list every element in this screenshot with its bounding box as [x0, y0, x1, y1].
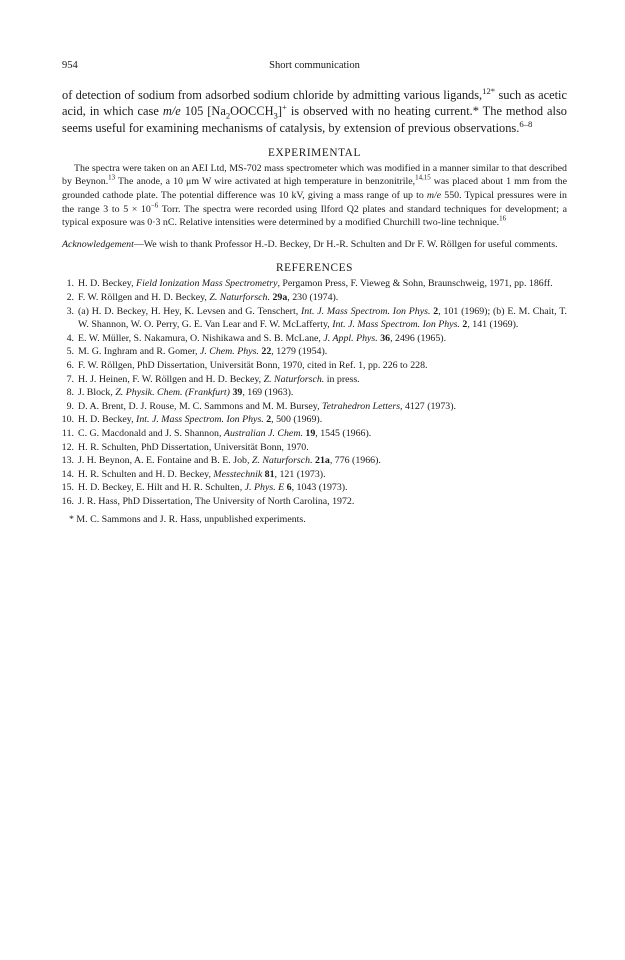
reference-number: 11. [62, 427, 74, 439]
reference-number: 3. [66, 305, 74, 317]
page [62, 60, 567, 525]
reference-journal: Australian J. Chem. [223, 427, 303, 439]
intro-text: such as acetic acid, in which case [62, 88, 567, 119]
reference-volume: 19 [305, 427, 316, 439]
intro-text: is observed with no heating current.* The method also seems useful for examining mechanisms of catalysis, by extension of previous observations. [62, 104, 567, 135]
reference-authors: H. D. Beckey, E. Hilt and H. R. Schulten, [78, 482, 245, 494]
reference-pages: , 1043 (1973). [291, 482, 348, 494]
reference-authors: M. G. Inghram and R. Gomer, [78, 346, 200, 358]
reference-item [62, 413, 567, 427]
acknowledgement-label: Acknowledgement [62, 238, 134, 250]
reference-item [62, 481, 567, 495]
reference-item [62, 305, 567, 332]
intro-text: of detection of sodium from adsorbed sodium chloride by admitting various ligands, [62, 88, 483, 102]
reference-list [62, 277, 567, 508]
reference-pages: , 101 (1969); (b) E. M. Chait, T. W. Shannon, W. O. Perry, G. E. Van Lear and F. W. McLafferty, [78, 305, 568, 331]
reference-number: 12. [61, 441, 74, 453]
reference-authors: H. R. Schulten and H. D. Beckey, [78, 468, 214, 480]
reference-text: , Pergamon Press, F. Vieweg & Sohn, Braunschweig, 1971, pp. 186ff. [277, 278, 553, 290]
reference-authors: J. H. Beynon, A. E. Fontaine and B. E. Job, [78, 455, 252, 467]
reference-pages: , 230 (1974). [287, 292, 339, 304]
reference-authors: J. Block, [78, 387, 116, 399]
reference-text: , 4127 (1973). [400, 400, 456, 412]
page-header [62, 60, 567, 80]
reference-authors: H. R. Schulten, PhD Dissertation, Universität Bonn, 1970. [78, 441, 309, 453]
running-title: Short communication [269, 60, 360, 71]
reference-pages: , 121 (1973). [274, 468, 326, 480]
reference-number: 2. [66, 292, 74, 304]
reference-number: 6. [66, 360, 74, 372]
reference-volume: 21a [315, 455, 330, 467]
reference-volume: 81 [264, 468, 275, 480]
reference-volume: 6 [286, 482, 292, 494]
reference-journal: Int. J. Mass Spectrom. Ion Phys. [332, 319, 460, 331]
reference-item [62, 495, 567, 509]
reference-authors: H. D. Beckey, [78, 414, 137, 426]
reference-authors: (a) H. D. Beckey, H. Hey, K. Levsen and G. Tenschert, [78, 305, 301, 317]
experimental-paragraph [62, 162, 567, 230]
reference-volume: 36 [380, 332, 391, 344]
reference-volume: 2 [266, 414, 272, 426]
reference-item [62, 427, 567, 441]
citation-superscript: 6–8 [519, 118, 533, 129]
footnote: * M. C. Sammons and J. R. Hass, unpublished experiments. [69, 513, 306, 525]
reference-pages: , 776 (1966). [329, 455, 381, 467]
reference-item [62, 332, 567, 346]
formula-subscript: 2 [225, 110, 231, 121]
reference-pages: , 1545 (1966). [315, 427, 372, 439]
intro-paragraph [62, 87, 567, 136]
page-number: 954 [62, 60, 78, 71]
reference-item [62, 441, 567, 455]
reference-journal: Messtechnik [213, 468, 263, 480]
reference-item [62, 454, 567, 468]
citation-superscript: 14,15 [415, 175, 431, 183]
reference-pages: , 500 (1969). [271, 414, 323, 426]
formula-text: OOCCH [230, 104, 274, 119]
reference-volume: 22 [261, 346, 272, 358]
citation-superscript: 16 [499, 215, 507, 223]
experimental-text: Torr. The spectra were recorded using Ilford Q2 plates and standard techniques for development; a typical exposure was 0·3 nC. Relative intensities were determined by a modified Churchill two-line technique. [62, 203, 567, 229]
reference-journal: Int. J. Mass Spectrom. Ion Phys. [136, 414, 264, 426]
reference-authors: F. W. Röllgen, PhD Dissertation, Universität Bonn, 1970, cited in Ref. 1, pp. 226 to 228. [78, 360, 428, 372]
reference-pages: , 2496 (1965). [390, 332, 447, 344]
exponent-superscript: −6 [150, 202, 159, 210]
reference-authors: J. R. Hass, PhD Dissertation, The University of North Carolina, 1972. [78, 495, 355, 507]
reference-item [62, 291, 567, 305]
reference-item [62, 345, 567, 359]
reference-number: 10. [61, 414, 74, 426]
acknowledgement-text: —We wish to thank Professor H.-D. Beckey, Dr H.-R. Schulten and Dr F. W. Röllgen for useful comments. [133, 238, 558, 250]
reference-number: 13. [61, 455, 74, 467]
reference-item [62, 386, 567, 400]
acknowledgement-paragraph [62, 238, 567, 252]
experimental-heading: EXPERIMENTAL [268, 146, 361, 159]
formula-subscript: 3 [273, 110, 278, 121]
reference-authors: D. A. Brent, D. J. Rouse, M. C. Sammons and M. M. Bursey, [78, 400, 323, 412]
reference-pages: , 169 (1963). [242, 387, 294, 399]
reference-journal: J. Chem. Phys. [199, 346, 259, 358]
reference-number: 5. [66, 346, 74, 358]
reference-number: 1. [66, 278, 74, 290]
formula-text: 105 [Na [180, 104, 226, 119]
citation-superscript: 13 [108, 175, 116, 183]
reference-number: 8. [66, 387, 74, 399]
mz-symbol: m/e [426, 190, 442, 202]
mz-symbol: m/e [162, 104, 181, 119]
reference-journal: J. Phys. E [244, 482, 285, 494]
reference-item [62, 359, 567, 373]
reference-text: in press. [324, 373, 360, 385]
reference-volume: 2 [462, 319, 468, 331]
reference-journal: Z. Physik. Chem. (Frankfurt) [115, 387, 230, 399]
reference-authors: H. D. Beckey, [78, 278, 137, 290]
reference-authors: C. G. Macdonald and J. S. Shannon, [78, 427, 224, 439]
reference-volume: 39 [232, 387, 243, 399]
reference-volume: 29a [272, 292, 288, 304]
experimental-text: The anode, a 10 μm W wire activated at high temperature in benzonitrile, [115, 176, 416, 188]
reference-number: 15. [61, 482, 74, 494]
formula-text: ] [277, 104, 282, 119]
reference-item [62, 373, 567, 387]
reference-number: 14. [61, 468, 74, 480]
reference-journal: Field Ionization Mass Spectrometry [136, 278, 278, 290]
reference-authors: E. W. Müller, S. Nakamura, O. Nishikawa and S. B. McLane, [78, 332, 324, 344]
reference-item [62, 468, 567, 482]
reference-journal: Z. Naturforsch. [209, 292, 270, 304]
experimental-text: 550. Typical pressures were in the range 3 to 5 × 10 [62, 190, 567, 215]
reference-authors: H. J. Heinen, F. W. Röllgen and H. D. Beckey, [78, 373, 264, 385]
reference-item [62, 400, 567, 414]
reference-number: 4. [66, 332, 74, 344]
reference-item [62, 277, 567, 291]
references-heading: REFERENCES [276, 262, 353, 275]
experimental-text: was placed about 1 mm from the grounded cathode plate. The potential difference was 10 kV, giving a mass range of up to [62, 176, 567, 202]
reference-pages: , 141 (1969). [467, 319, 519, 331]
citation-superscript: 12* [482, 85, 496, 96]
reference-journal: Z. Naturforsch. [251, 455, 313, 467]
reference-journal: Tetrahedron Letters [322, 400, 401, 412]
reference-volume: 2 [433, 305, 439, 317]
reference-journal: Z. Naturforsch. [263, 373, 325, 385]
reference-pages: , 1279 (1954). [271, 346, 328, 358]
charge-superscript: + [282, 102, 287, 113]
reference-journal: Int. J. Mass Spectrom. Ion Phys. [300, 305, 431, 317]
reference-number: 9. [66, 400, 74, 412]
reference-number: 7. [66, 373, 74, 385]
reference-authors: F. W. Röllgen and H. D. Beckey, [78, 292, 210, 304]
reference-number: 16. [61, 495, 74, 507]
reference-journal: J. Appl. Phys. [323, 332, 378, 344]
experimental-text: The spectra were taken on an AEI Ltd, MS-702 mass spectrometer which was modified in a manner similar to that described by Beynon. [62, 162, 567, 188]
